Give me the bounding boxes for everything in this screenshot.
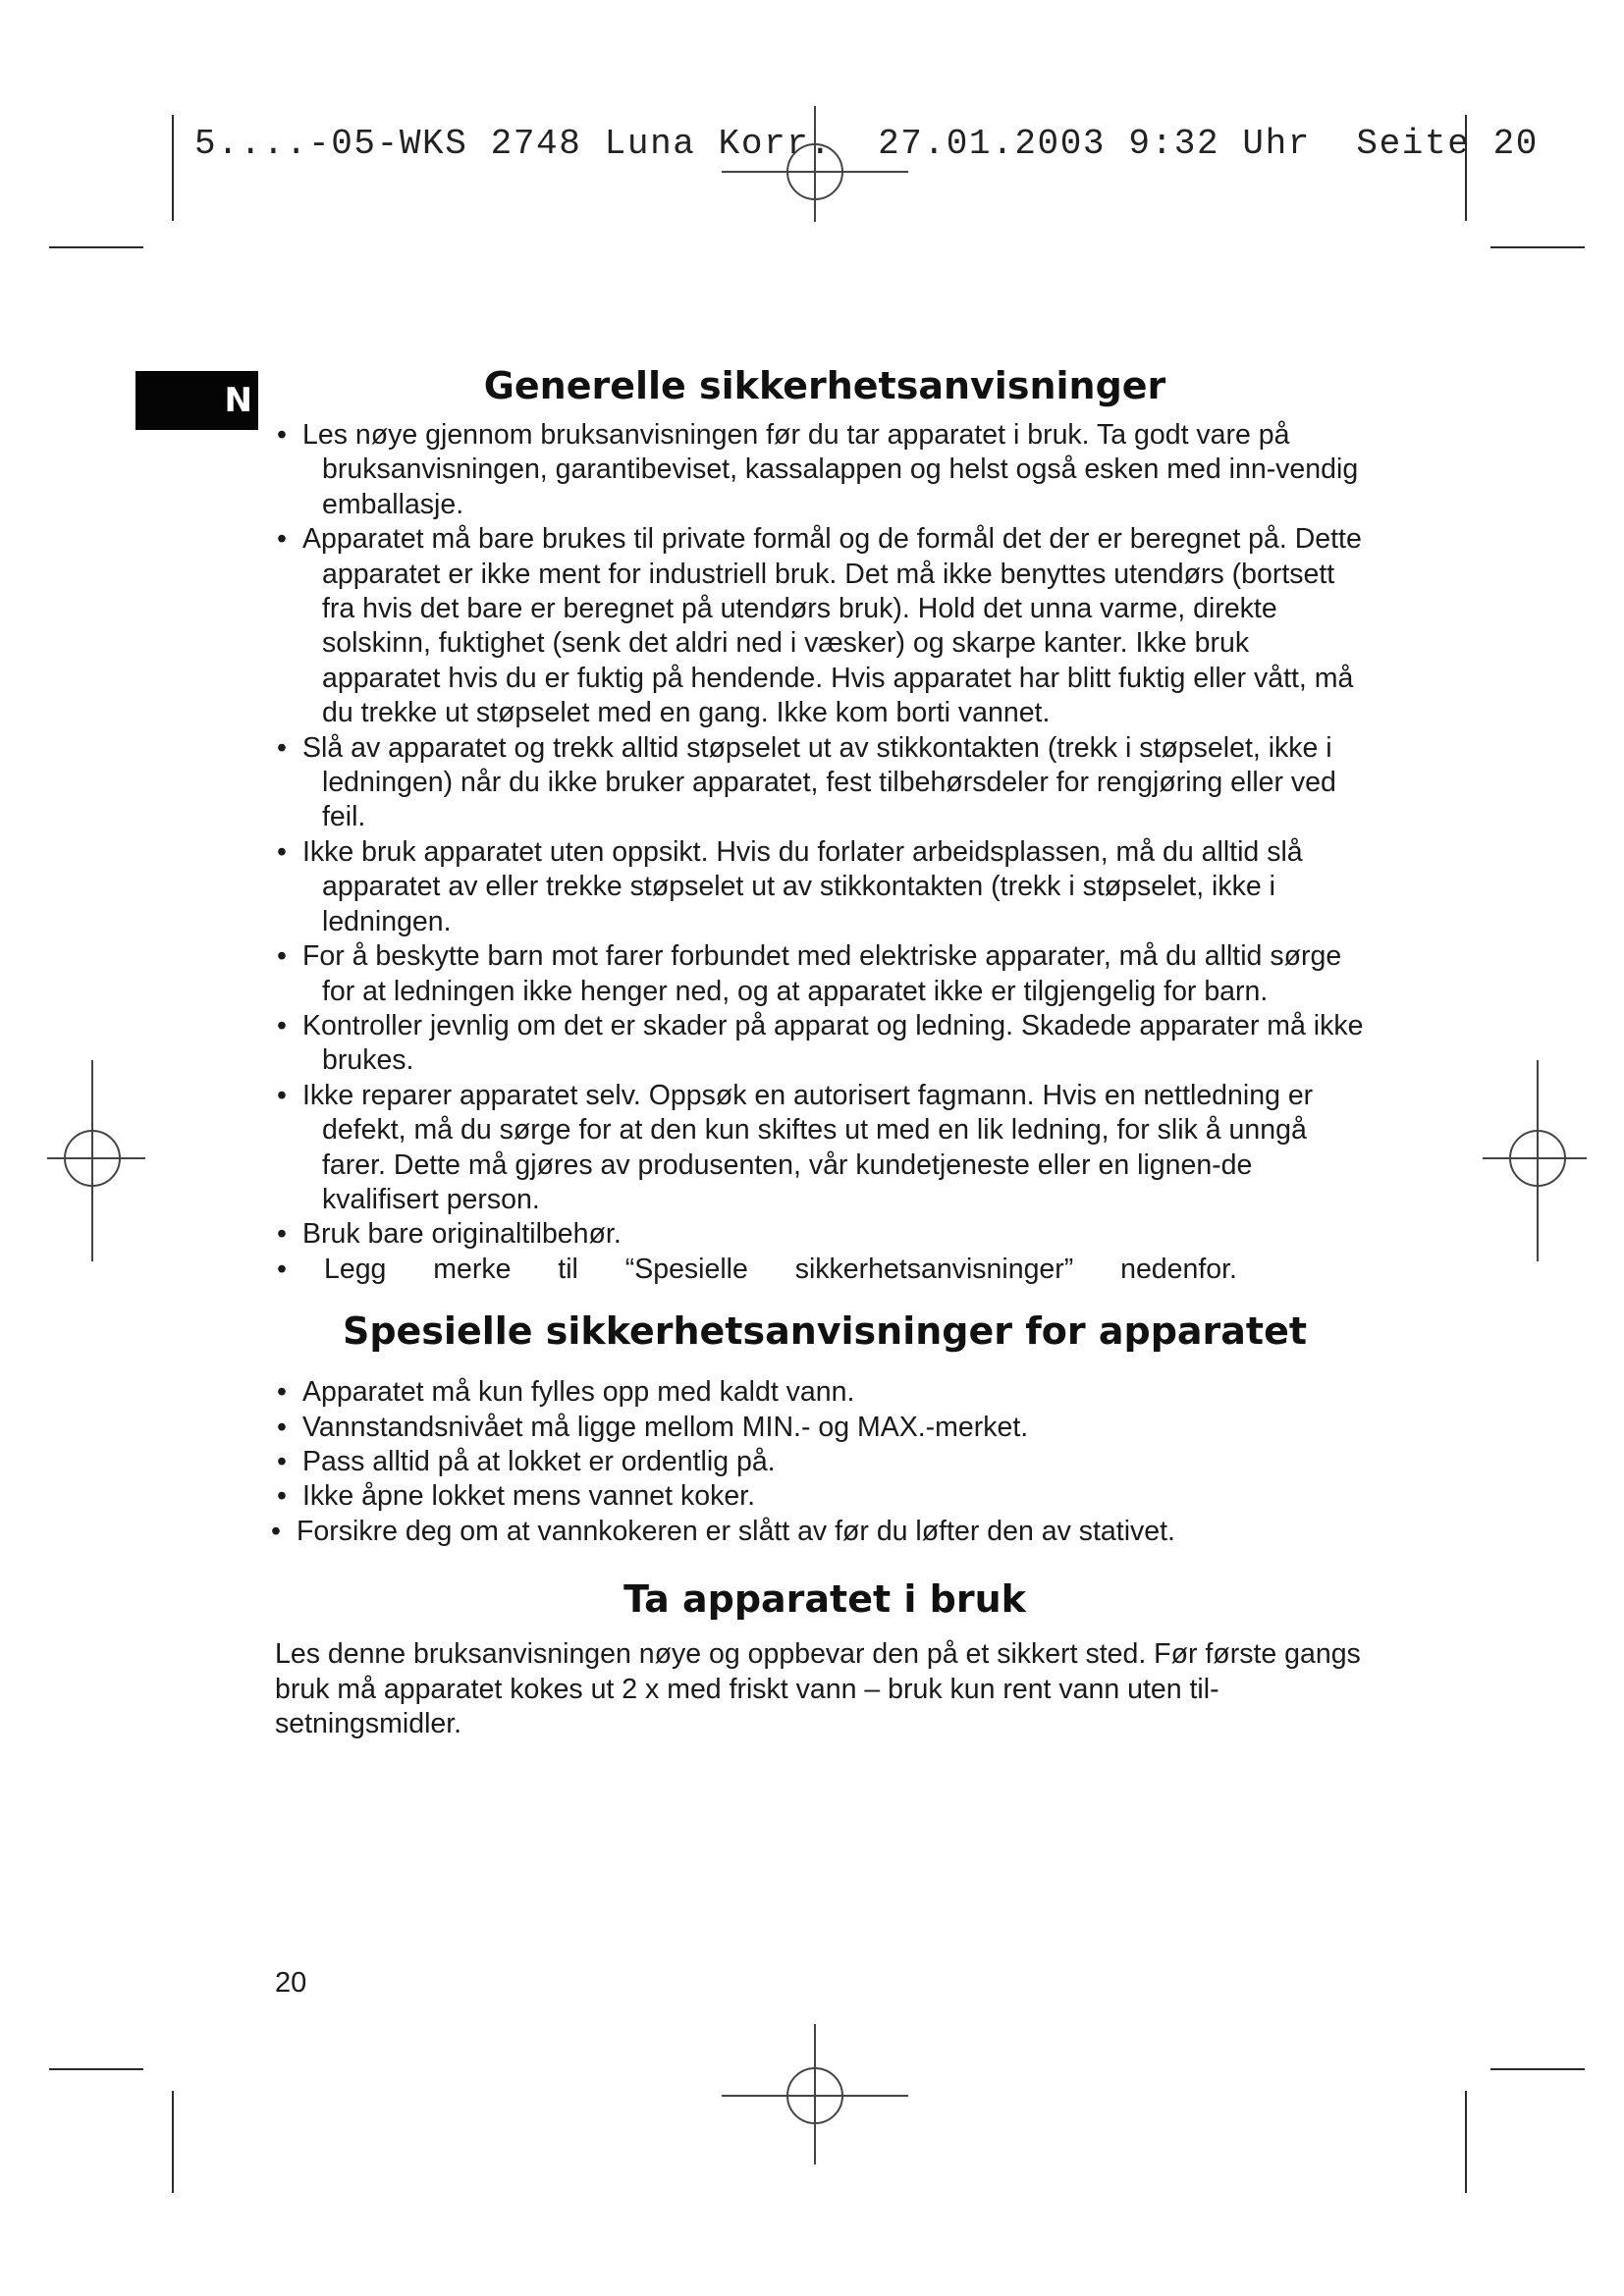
language-tab: N [135,371,258,430]
registration-mark-top [722,79,908,265]
crop-mark [49,2068,143,2070]
registration-mark-bottom [722,2002,908,2189]
crop-mark [1490,2068,1585,2070]
crop-mark [1465,2091,1467,2193]
list-item: • Apparatet må kun fylles opp med kaldt vann. [277,1376,855,1409]
section-title-general-safety: Generelle sikkerhetsanvisninger [483,364,1166,407]
list-item: • Slå av apparatet og trekk alltid støpselet ut av stikkontakten (trekk i støpselet, ikke i ledningen) når du ikke bruker apparatet, fest tilbehørsdeler for rengjøring eller ved feil. [277,731,1336,833]
registration-mark-left [0,1060,187,1266]
list-item: • Legg merke til “Spesielle sikkerhetsanvisninger” nedenfor. [277,1253,1237,1285]
list-item: • Pass alltid på at lokket er ordentlig på. [277,1445,776,1477]
appliance-safety-list [271,1375,1375,1549]
list-item: • Vannstandsnivået må ligge mellom MIN.- og MAX.-merket. [277,1411,1029,1443]
page-content [271,361,1375,1741]
list-item: • Ikke bruk apparatet uten oppsikt. Hvis du forlater arbeidsplassen, må du alltid slå apparatet av eller trekke støpselet ut av stikkontakten (trekk i støpselet, ikke i ledningen. [277,835,1303,937]
list-item: • Les nøye gjennom bruksanvisningen før du tar apparatet i bruk. Ta godt vare på bruksanvisningen, garantibeviset, kassalappen og helst også esken med inn-vendig emballasje. [277,419,1359,520]
list-item: • Forsikre deg om at vannkokeren er slått av før du løfter den av stativet. [271,1515,1175,1547]
page-number: 20 [275,1967,307,1999]
list-item: • Ikke åpne lokket mens vannet koker. [277,1480,756,1513]
list-item: • Apparatet må bare brukes til private formål og de formål det der er beregnet på. Dette apparatet er ikke ment for industriell bruk. Det må ikke benyttes utendørs (bortsett fra hvis det bare er beregnet på utendørs bruk). Hold det unna varme, direkte solskinn, fuktighet (senk det aldri ned i væsker) og skarpe kanter. Ikke bruk apparatet hvis du er fuktig på hendende. Hvis apparatet har blitt fuktig eller vått, må du trekke ut støpselet med en gang. Ikke kom borti vannet. [277,523,1362,729]
crop-mark [172,115,174,221]
list-item: • For å beskytte barn mot farer forbundet med elektriske apparater, må du alltid sørge for at ledningen ikke henger ned, og at apparatet ikke er tilgjengelig for barn. [277,940,1342,1007]
crop-mark [49,246,143,248]
getting-started-paragraph: Les denne bruksanvisningen nøye og oppbevar den på et sikkert sted. Før første gangs bruk må apparatet kokes ut 2 x med friskt vann – bruk kun rent vann uten til-setningsmidler. [275,1638,1361,1739]
crop-mark [1490,246,1585,248]
crop-mark [172,2091,174,2193]
general-safety-list [275,418,1375,1287]
print-slug: 5....-05-WKS 2748 Luna Korr. 27.01.2003 9:32 Uhr Seite 20 [194,124,1540,164]
list-item: • Kontroller jevnlig om det er skader på apparat og ledning. Skadede apparater må ikke brukes. [277,1009,1364,1077]
list-item: • Bruk bare originaltilbehør. [277,1218,622,1251]
section-title-appliance-safety: Spesielle sikkerhetsanvisninger for apparatet [342,1309,1308,1354]
section-title-getting-started: Ta apparatet i bruk [623,1577,1026,1622]
list-item: • Ikke reparer apparatet selv. Oppsøk en autorisert fagmann. Hvis en nettledning er defekt, må du sørge for at den kun skiftes ut med en lik ledning, for slik å unngå farer. Dette må gjøres av produsenten, vår kundetjeneste eller en lignen-de kvalifisert person. [277,1079,1314,1215]
registration-mark-right [1443,1060,1624,1266]
